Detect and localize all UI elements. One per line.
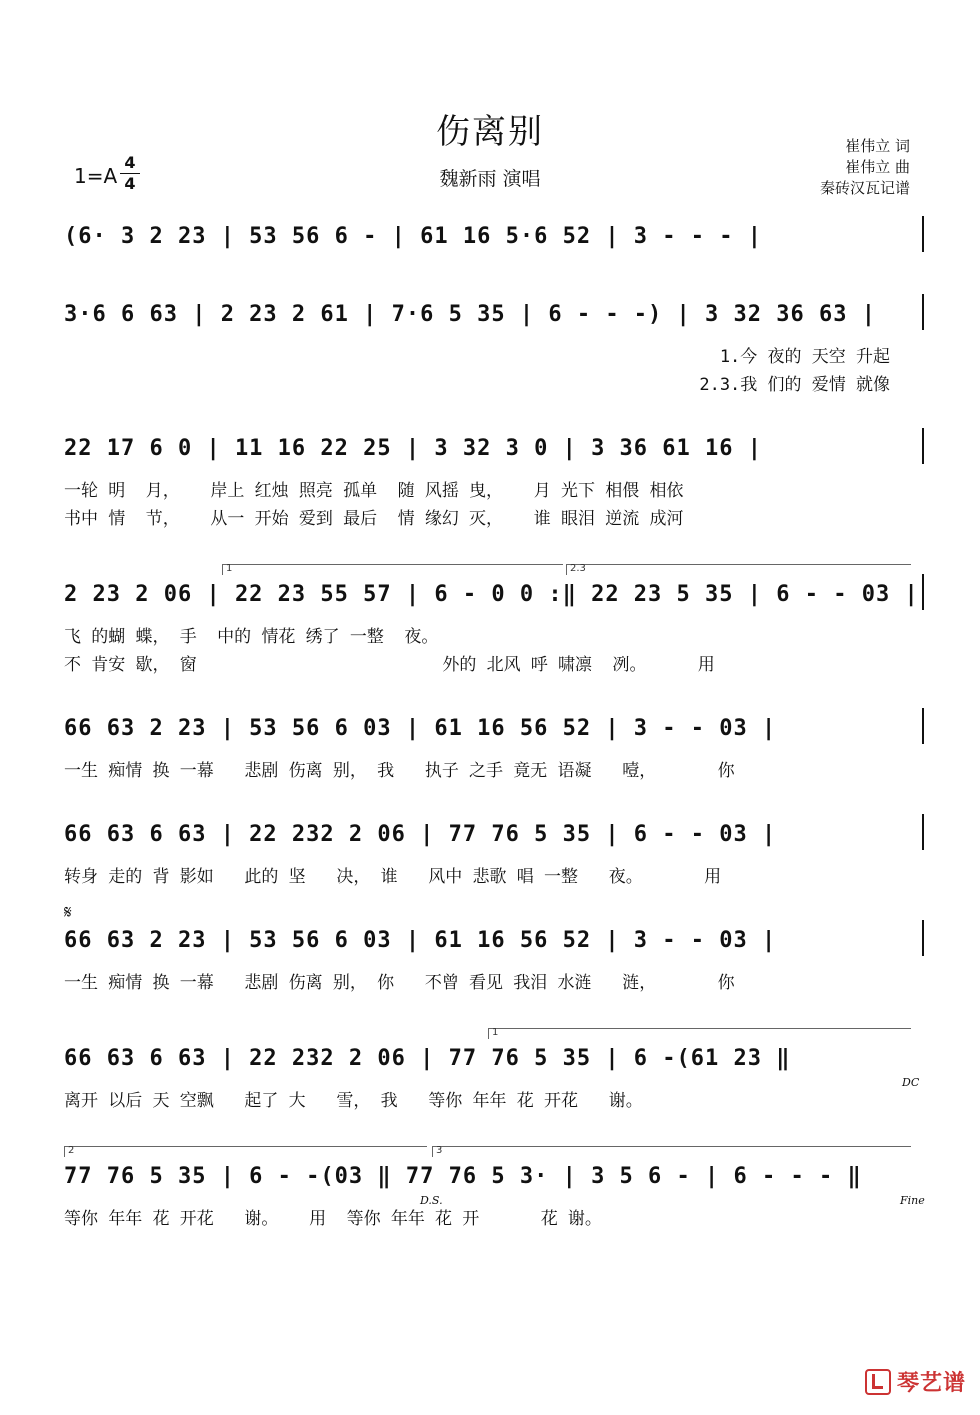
volta-bracket-2 xyxy=(64,1146,427,1157)
time-signature-top: 4 xyxy=(124,153,136,172)
song-title: 伤离别 xyxy=(436,112,544,152)
lyric-verse-2: 2.3.我 们的 爱情 就像 xyxy=(699,375,890,395)
score-line-7 xyxy=(64,928,924,968)
score-line-2 xyxy=(64,302,924,342)
singer-credit: 魏新雨 演唱 xyxy=(439,168,541,190)
barline xyxy=(922,708,924,744)
notation: 66 63 6 63 | 22 232 2 06 | 77 76 5 35 | 6 -(61 23 ‖ xyxy=(64,1046,791,1071)
time-signature xyxy=(120,154,140,193)
barline xyxy=(922,574,924,610)
volta-bracket-2-3 xyxy=(566,564,911,575)
lyric-verse-1: 1.今 夜的 天空 升起 xyxy=(719,347,890,367)
lyric-line: 转身 走的 背 影如 此的 坚 决， 谁 风中 悲歌 唱 一整 夜。 用 xyxy=(64,867,722,887)
score-line-8 xyxy=(64,1046,924,1086)
key-signature: 1=A xyxy=(74,164,118,188)
notation: 22 17 6 0 | 11 16 22 25 | 3 32 3 0 | 3 36 61 16 | xyxy=(64,436,763,461)
notation: 2 23 2 06 | 22 23 55 57 | 6 - 0 0 :‖ 22 23 5 35 | 6 - - 03 | xyxy=(64,582,919,607)
notation: 66 63 2 23 | 53 56 6 03 | 61 16 56 52 | 3 - - 03 | xyxy=(64,928,777,953)
score-line-4 xyxy=(64,582,924,622)
lyricist-credit: 崔伟立 词 xyxy=(845,137,910,155)
logo-text: 琴艺谱 xyxy=(896,1371,966,1396)
notation: 3·6 6 63 | 2 23 2 61 | 7·6 5 35 | 6 - - -) | 3 32 36 63 | xyxy=(64,302,876,327)
lyric-line: 等你 年年 花 开花 谢。 用 等你 年年 花 开 花 谢。 xyxy=(64,1209,602,1229)
barline xyxy=(922,814,924,850)
barline xyxy=(922,428,924,464)
score-line-1 xyxy=(64,224,924,264)
volta-number: 2 xyxy=(68,1145,75,1156)
lyric-line: 离开 以后 天 空飘 起了 大 雪， 我 等你 年年 花 开花 谢。 xyxy=(64,1091,643,1111)
lyric-line: 一生 痴情 换 一幕 悲剧 伤离 别， 我 执子 之手 竟无 语凝 噎， 你 xyxy=(64,761,735,781)
composer-credit: 崔伟立 曲 xyxy=(845,158,910,176)
barline xyxy=(922,294,924,330)
score-line-9 xyxy=(64,1164,924,1204)
score-line-3 xyxy=(64,436,924,476)
volta-number: 1 xyxy=(492,1027,499,1038)
lyric-verse-1: 飞 的蝴 蝶， 手 中的 情花 绣了 一整 夜。 xyxy=(64,627,439,647)
volta-bracket-3 xyxy=(432,1146,911,1157)
segno-icon: 𝄋 xyxy=(64,902,72,923)
ds-mark: D.S. xyxy=(420,1194,443,1207)
barline xyxy=(922,216,924,252)
notation: (6· 3 2 23 | 53 56 6 - | 61 16 5·6 52 | 3 - - - | xyxy=(64,224,763,249)
lyric-verse-1: 一轮 明 月， 岸上 红烛 照亮 孤单 随 风摇 曳， 月 光下 相偎 相依 xyxy=(64,481,684,501)
notation: 66 63 6 63 | 22 232 2 06 | 77 76 5 35 | 6 - - 03 | xyxy=(64,822,777,847)
notation: 66 63 2 23 | 53 56 6 03 | 61 16 56 52 | 3 - - 03 | xyxy=(64,716,777,741)
lyric-line: 一生 痴情 换 一幕 悲剧 伤离 别， 你 不曾 看见 我泪 水涟 涟， 你 xyxy=(64,973,735,993)
lyric-verse-2: 不 肯安 歇， 窗 外的 北风 呼 啸凛 冽。 用 xyxy=(64,655,715,675)
dc-mark: DC xyxy=(902,1076,920,1089)
notation: 77 76 5 35 | 6 - -(03 ‖ 77 76 5 3· | 3 5 6 - | 6 - - - ‖ xyxy=(64,1164,862,1189)
volta-bracket-1 xyxy=(222,564,563,575)
lyric-verse-2: 书中 情 节， 从一 开始 爱到 最后 情 缘幻 灭， 谁 眼泪 逆流 成河 xyxy=(64,509,684,529)
score-line-6 xyxy=(64,822,924,862)
logo-icon xyxy=(865,1369,891,1395)
fine-mark: Fine xyxy=(900,1194,925,1207)
site-logo xyxy=(865,1366,966,1397)
score-line-5 xyxy=(64,716,924,756)
volta-bracket-1 xyxy=(488,1028,911,1039)
credits-block xyxy=(820,136,910,199)
volta-number: 1 xyxy=(226,563,233,574)
volta-number: 3 xyxy=(436,1145,443,1156)
barline xyxy=(922,920,924,956)
time-signature-bottom: 4 xyxy=(124,174,136,193)
volta-number: 2.3 xyxy=(570,563,586,574)
transcriber-credit: 秦砖汉瓦记谱 xyxy=(819,179,910,197)
